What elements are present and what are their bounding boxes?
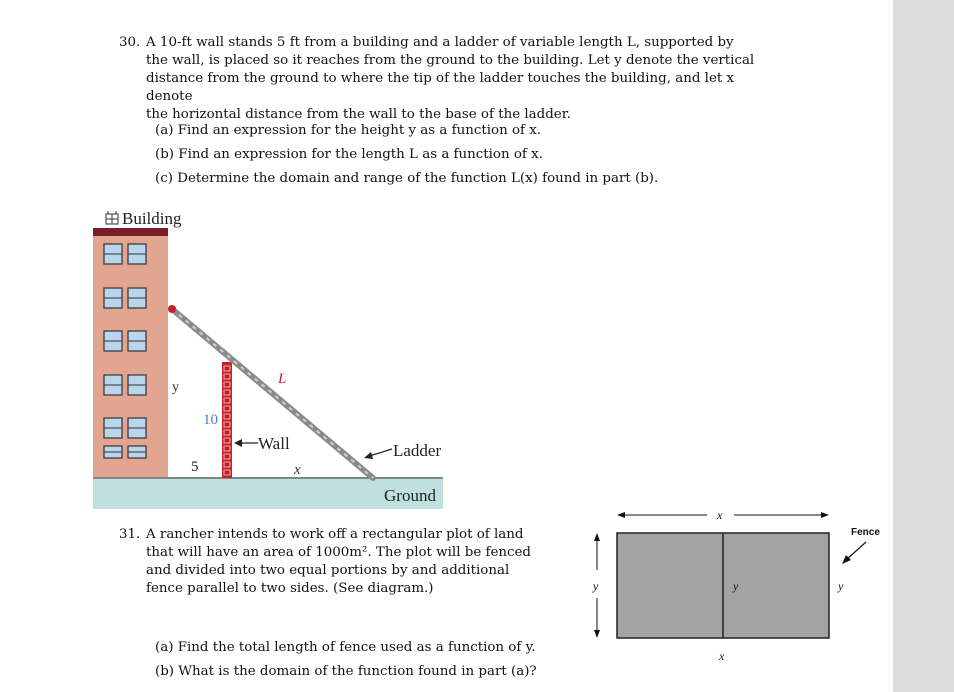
problem-30-line-3: distance from the ground to where the tip of the ladder touches the building, and let x denote xyxy=(146,71,735,104)
y-left-label: y xyxy=(593,579,599,593)
wall-height-label: 10 xyxy=(203,412,218,428)
part-text: Find the total length of fence used as a function of y. xyxy=(177,640,536,655)
building-label: Building xyxy=(122,209,182,228)
problem-31-part-b xyxy=(155,663,537,681)
wall-pointer xyxy=(234,439,258,447)
roof xyxy=(93,228,168,236)
problem-31-line-4: fence parallel to two sides. (See diagram.) xyxy=(146,581,434,596)
L-label: L xyxy=(278,371,287,387)
part-text: Determine the domain and range of the function L(x) found in part (b). xyxy=(177,171,659,186)
problem-31 xyxy=(119,526,549,598)
ladder-label: Ladder xyxy=(393,441,442,460)
fence-pointer xyxy=(842,542,866,564)
problem-31-number: 31. xyxy=(119,527,141,542)
problem-31-line-1: A rancher intends to work off a rectangular plot of land xyxy=(146,527,524,542)
problem-30-number: 30. xyxy=(119,35,141,50)
y-right-label: y xyxy=(838,579,844,593)
fence-figure xyxy=(592,508,880,663)
problem-31-part-a xyxy=(155,639,536,657)
problem-30-line-4: the horizontal distance from the wall to the base of the ladder. xyxy=(146,107,571,122)
building-icon xyxy=(106,211,118,224)
problem-30-line-1: A 10-ft wall stands 5 ft from a building and a ladder of variable length L, supported by xyxy=(146,35,734,50)
ladder-pointer xyxy=(364,449,392,459)
problem-31-line-2: that will have an area of 1000m². The plot will be fenced xyxy=(146,545,532,560)
part-text: Find an expression for the height y as a function of x. xyxy=(177,123,542,138)
part-label: (b) xyxy=(155,664,175,679)
wall-label: Wall xyxy=(258,434,290,453)
y-middle-label: y xyxy=(733,579,739,593)
distance-label: 5 xyxy=(191,459,199,475)
part-text: Find an expression for the length L as a function of x. xyxy=(178,147,543,162)
x-top-label: x xyxy=(717,508,723,522)
x-label: x xyxy=(294,462,301,478)
part-label: (a) xyxy=(155,640,174,655)
part-label: (a) xyxy=(155,123,174,138)
part-label: (c) xyxy=(155,171,173,186)
ground-label: Ground xyxy=(384,486,436,505)
problem-30-line-2: the wall, is placed so it reaches from the ground to the building. Let y denote the vertical xyxy=(146,53,755,68)
problem-31-line-3: and divided into two equal portions by and additional xyxy=(146,563,510,578)
x-bottom-label: x xyxy=(719,649,725,663)
part-label: (b) xyxy=(155,147,175,162)
fence-label: Fence xyxy=(851,527,880,538)
x-top-arrow xyxy=(617,512,829,518)
part-text: What is the domain of the function found in part (a)? xyxy=(178,664,537,679)
y-label: y xyxy=(172,380,179,395)
building xyxy=(93,232,168,479)
